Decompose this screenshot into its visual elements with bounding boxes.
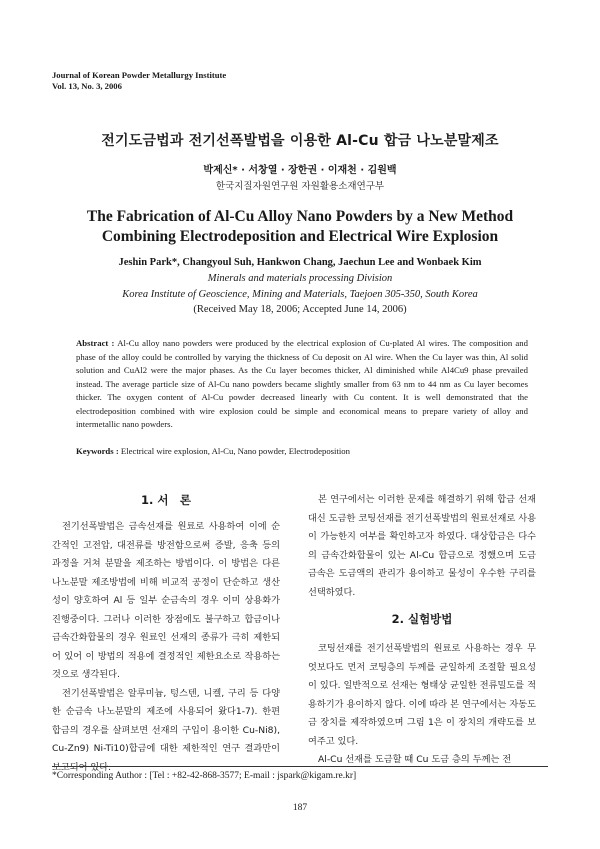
keywords-label: Keywords :	[76, 446, 119, 456]
korean-title: 전기도금법과 전기선폭발법을 이용한 Al-Cu 합금 나노분말제조	[101, 133, 499, 149]
section1-paragraph: 전기선폭발법은 금속선재를 원료로 사용하여 이에 순간적인 고전압, 대전류를 방전함으로써 증발, 응축 등의 과정을 거쳐 분말을 제조하는 방법이다. 이 방법은 다른 나노분말 제조방법에 비해 비교적 공정이 단순하고 생산성이 양호하여 Al 등 일부 순금속의 경우 이미 상용화가 진행중이다. 그러나 이러한 장점에도 불구하고 합금이나 금속간화합물의 경우 원료인 선재의 종류가 극히 제한되어 있어 이 방법의 적용에 결정적인 제한요소로 작용하는 것으로 생각된다.	[52, 521, 280, 680]
abstract-label: Abstract :	[76, 338, 115, 348]
english-authors: Jeshin Park*, Changyoul Suh, Hankwon Chang, Jaechun Lee and Wonbaek Kim	[118, 257, 482, 268]
english-division: Minerals and materials processing Division	[207, 273, 393, 284]
keywords-text: Electrical wire explosion, Al-Cu, Nano powder, Electrodeposition	[120, 446, 350, 456]
right-column-bottom	[308, 640, 536, 770]
korean-affiliation: 한국지질자원연구원 자원활용소재연구부	[215, 181, 385, 192]
keywords	[76, 446, 528, 456]
page-number: 187	[292, 803, 308, 813]
section1-heading: 1. 서 론	[140, 493, 192, 507]
english-title	[0, 207, 600, 247]
right-paragraph: 본 연구에서는 이러한 문제를 해결하기 위해 합금 선재대신 도금한 코팅선재를 전기선폭발법의 원료선재로 사용이 가능한지 여부를 확인하고자 하였다. 대상합금은 다수의 금속간화합물이 있는 Al-Cu 합금으로 정했으며 도금금속은 도금액의 관리가 용이하고 물성이 우수한 구리를 선택하였다.	[308, 494, 536, 598]
section2-heading: 2. 실험방법	[391, 612, 453, 626]
korean-authors: 박제신* · 서창열 · 장한권 · 이재천 · 김원백	[203, 165, 397, 176]
abstract-text: Al-Cu alloy nano powders were produced by the electrical explosion of Cu-plated Al wires. The composition and phase of the alloy could be controlled by varying the thickness of Cu deposit on Al wire. When the Cu layer was thin, Al solid solution and CuAl2 were the major phases. As the Cu layer becomes thicker, Al diminished while Al4Cu9 phase prevailed instead. The average particle size of Al-Cu nano powders became slightly smaller from 63 nm to 44 nm as Cu layer becomes thicker. The oxygen content of Al-Cu powder decreased linearly with Cu content. It is well demonstrated that the electrodeposition combined with wire explosion could be simple and economical means to prepare variety of alloy and intermetallic nano powders.	[76, 338, 528, 429]
footnote-rule	[52, 766, 548, 767]
english-institute: Korea Institute of Geoscience, Mining and Materials, Taejoen 305-350, South Korea	[122, 289, 478, 300]
abstract	[76, 337, 528, 432]
section1-paragraph: 전기선폭발법은 알루미늄, 텅스텐, 니켈, 구리 등 다양한 순금속 나노분말의 제조에 사용되어 왔다1-7). 한편 합금의 경우를 살펴보면 선재의 구입이 용이한 Cu-Ni8), Cu-Zn9) Ni-Ti10)합금에 대한 제한적인 연구 결과만이 보고되어 있다.	[52, 687, 280, 773]
journal-name: Journal of Korean Powder Metallurgy Institute	[52, 70, 227, 80]
journal-header	[52, 70, 226, 92]
right-column-top	[308, 491, 536, 602]
section2-paragraph: Al-Cu 선재를 도금할 때 Cu 도금 층의 두께는 전	[318, 754, 512, 765]
received-dates: (Received May 18, 2006; Accepted June 14, 2006)	[193, 304, 407, 315]
english-title-line2: Combining Electrodeposition and Electrical Wire Explosion	[101, 228, 499, 245]
english-title-line1: The Fabrication of Al-Cu Alloy Nano Powders by a New Method	[86, 208, 514, 225]
left-column	[52, 518, 280, 777]
section2-paragraph: 코팅선재를 전기선폭발법의 원료로 사용하는 경우 무엇보다도 먼저 코팅층의 두께를 균일하게 조절할 필요성이 있다. 일반적으로 선재는 형태상 균일한 전류밀도를 적용하기가 용이하지 않다. 이에 따라 본 연구에서는 자동도금 장치를 제작하였으며 그림 1은 이 장치의 개략도를 보여주고 있다.	[308, 643, 536, 747]
corresponding-author-footnote: *Corresponding Author : [Tel : +82-42-868-3577; E-mail : jspark@kigam.re.kr]	[52, 771, 357, 781]
journal-volume: Vol. 13, No. 3, 2006	[52, 81, 122, 91]
